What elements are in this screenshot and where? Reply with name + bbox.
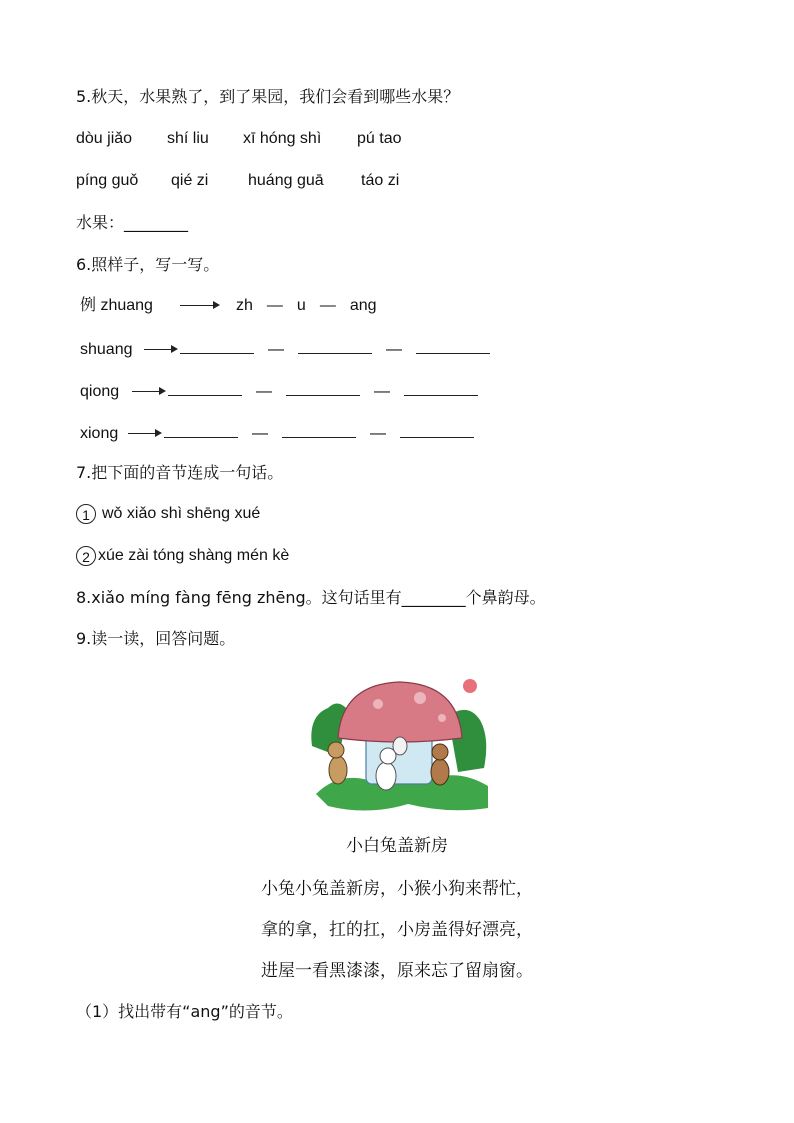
q6-title: 6.照样子，写一写。 (76, 255, 220, 274)
answer-blank[interactable] (164, 421, 238, 438)
answer-blank[interactable] (282, 421, 356, 438)
poem-line: 小兔小兔盖新房，小猴小狗来帮忙， (261, 879, 533, 899)
dash: — (266, 297, 283, 314)
row-syllable: shuang (80, 341, 133, 358)
pinyin-item: huáng guā (248, 172, 324, 189)
poem-title: 小白兔盖新房 (346, 836, 448, 856)
mushroom-cap (338, 682, 462, 742)
dash: — (256, 383, 272, 400)
pinyin-item: qié zi (171, 172, 209, 189)
pinyin-item: pú tao (357, 130, 402, 147)
q9-title: 9.读一读，回答问题。 (76, 629, 236, 648)
dash: — (319, 297, 336, 314)
poem-line: 拿的拿，扛的扛，小房盖得好漂亮， (261, 920, 533, 940)
arrow-icon (144, 345, 178, 355)
q6-row-shuang (80, 337, 490, 361)
answer-blank[interactable] (416, 337, 490, 354)
dash: — (370, 425, 386, 442)
q9-sub-question-1: （1）找出带有“ang”的音节。 (76, 1002, 293, 1021)
pinyin-item: píng guǒ (76, 172, 139, 189)
sun-icon (463, 679, 477, 693)
q6-row-xiong (80, 421, 474, 445)
arrow-icon (180, 301, 220, 311)
q5-answer-label: 水果：________ (76, 213, 189, 232)
monkey-icon (432, 744, 448, 760)
pinyin-item: xī hóng shì (243, 130, 322, 147)
pinyin-item: táo zi (361, 172, 400, 189)
answer-blank[interactable] (400, 421, 474, 438)
answer-blank[interactable] (298, 337, 372, 354)
arrow-icon (128, 429, 162, 439)
answer-blank[interactable] (180, 337, 254, 354)
q7-title: 7.把下面的音节连成一句话。 (76, 463, 284, 482)
q7-item-2 (76, 545, 289, 567)
example-part: ang (349, 297, 377, 314)
dash: — (374, 383, 390, 400)
row-syllable: qiong (80, 383, 120, 400)
q7-item-1 (76, 503, 260, 525)
q7-item-text: wǒ xiǎo shì shēng xué (102, 505, 261, 522)
poem-line: 进屋一看黑漆漆，原来忘了留扇窗。 (261, 961, 533, 981)
answer-blank[interactable] (168, 379, 242, 396)
dash: — (268, 341, 284, 358)
dog-icon (328, 742, 344, 758)
arrow-icon (132, 387, 166, 397)
row-syllable: xiong (80, 425, 119, 442)
q8-text: 8.xiǎo míng fàng fēng zhēng。这句话里有________个鼻韵母。 (76, 588, 546, 607)
circled-number: 1 (76, 504, 96, 524)
q5-pinyin-row-1 (76, 128, 401, 150)
example-label: 例 zhuang (80, 297, 153, 314)
q5-title: 5.秋天，水果熟了，到了果园，我们会看到哪些水果？ (76, 87, 460, 106)
example-part: u (296, 297, 306, 314)
q5-pinyin-row-2 (76, 170, 399, 192)
pinyin-item: shí liu (167, 130, 209, 147)
answer-blank[interactable] (404, 379, 478, 396)
q6-example-row (80, 295, 377, 317)
q7-item-text: xúe zài tóng shàng mén kè (98, 547, 290, 564)
answer-blank[interactable] (286, 379, 360, 396)
q6-row-qiong (80, 379, 478, 403)
dash: — (252, 425, 268, 442)
circled-number: 2 (76, 546, 96, 566)
pinyin-item: dòu jiǎo (76, 130, 133, 147)
example-part: zh (236, 297, 253, 314)
mushroom-house-illustration (308, 676, 490, 818)
dash: — (386, 341, 402, 358)
